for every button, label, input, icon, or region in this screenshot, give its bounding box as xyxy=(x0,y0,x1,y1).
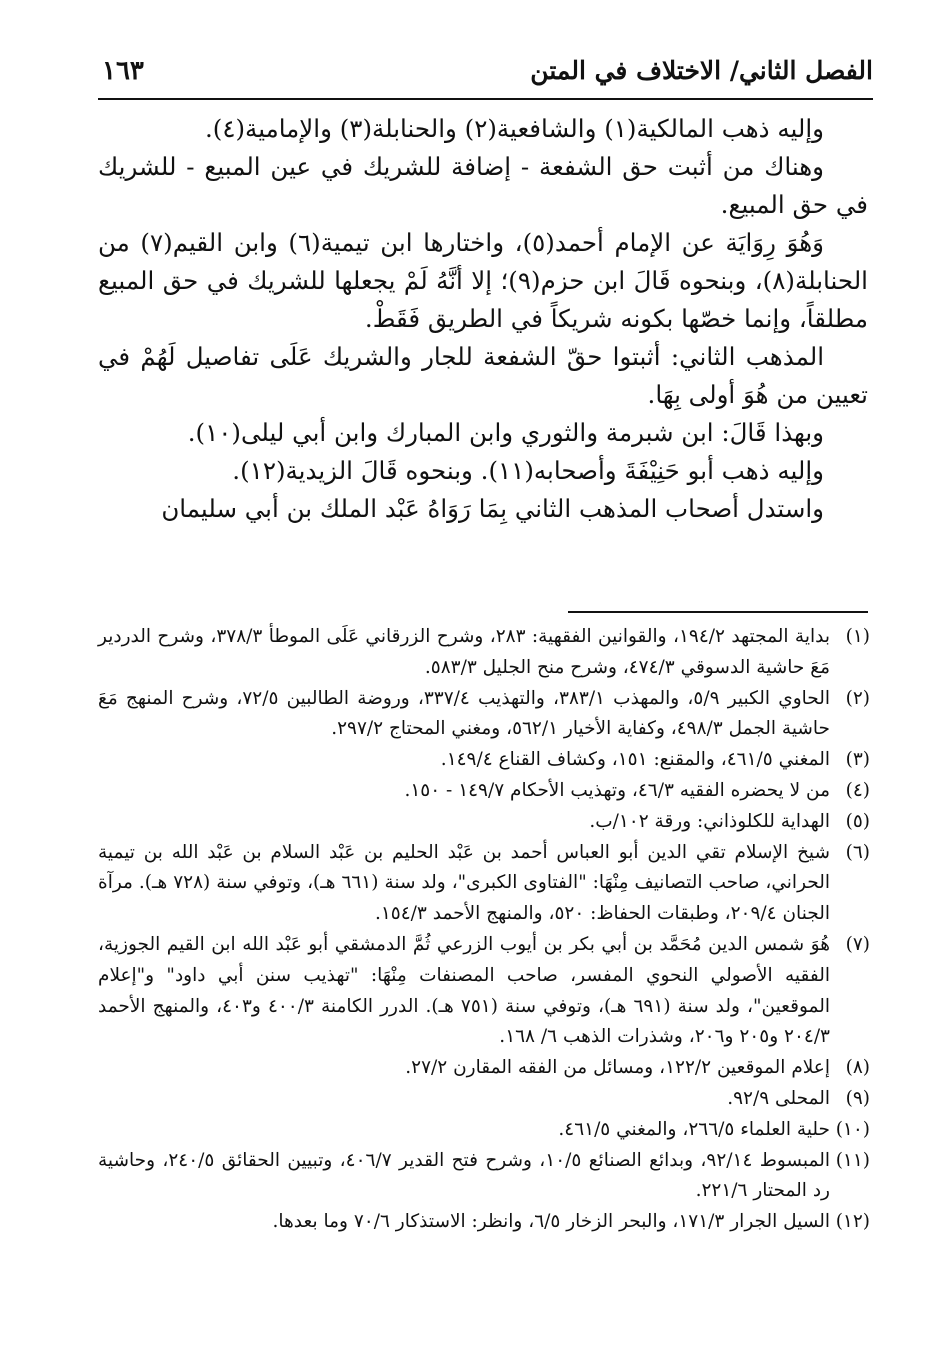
footnote-number: (٩) xyxy=(845,1087,870,1109)
footnote xyxy=(98,684,870,746)
footnote-text: بداية المجتهد ١٩٤/٢، والقوانين الفقهية: ٢٨٣، وشرح الزرقاني عَلَى الموطأ ٣٧٨/٣، وشرح الدردير مَعَ حاشية الدسوقي ٤٧٤/٣، وشرح منح الجليل ٥٨٣/٣. xyxy=(98,626,830,678)
running-header xyxy=(98,52,873,100)
footnote-text: هُوَ شمس الدين مُحَمَّد بن أبي بكر بن أيوب الزرعي ثُمَّ الدمشقي أبو عَبْد الله ابن القيم الجوزية، الفقيه الأصولي النحوي المفسر، صاحب المصنفات مِنْهَا: "تهذيب سنن أبي داود" و"إعلام الموقعين"، ولد سنة (٦٩١ هـ)، وتوفي سنة (٧٥١ هـ). الدرر الكامنة ٤٠٠/٣ و٤٠٣، والمنهج الأحمد ٢٠٤/٣ و٢٠٥ و٢٠٦، وشذرات الذهب ٦/ ١٦٨. xyxy=(98,933,830,1048)
footnote-number: (٥) xyxy=(845,810,870,832)
footnote xyxy=(98,745,870,776)
footnote xyxy=(98,622,870,684)
footnote-text: إعلام الموقعين ١٢٢/٢، ومسائل من الفقه المقارن ٢٧/٢. xyxy=(405,1057,830,1079)
footnote-separator xyxy=(568,611,868,613)
footnote-number: (٢) xyxy=(845,687,870,709)
footnote-number: (٨) xyxy=(845,1057,870,1079)
paragraph: واستدل أصحاب المذهب الثاني بِمَا رَوَاهُ عَبْد الملك بن أبي سليمان xyxy=(161,494,824,523)
paragraph: وَهُوَ رِوَايَة عن الإمام أحمد(٥)، واختارها ابن تيمية(٦) وابن القيم(٧) من الحنابلة(٨)، وبنحوه قَالَ ابن حزم(٩)؛ إلا أنَّهُ لَمْ يجعلها للشريك في حق المبيع مطلقاً، وإنما خصّها بكونه شريكاً في الطريق فَقَطْ. xyxy=(98,228,868,333)
paragraph: وبهذا قَالَ: ابن شبرمة والثوري وابن المبارك وابن أبي ليلى(١٠). xyxy=(187,418,824,447)
footnote-text: المغني ٤٦١/٥، والمقنع: ١٥١، وكشاف القناع ١٤٩/٤. xyxy=(440,749,830,771)
footnote-number: (١١) xyxy=(835,1149,870,1171)
footnote xyxy=(98,807,870,838)
footnote-text: السيل الجرار ١٧١/٣، والبحر الزخار ٦/٥، وانظر: الاستذكار ٧٠/٦ وما بعدها. xyxy=(272,1211,830,1233)
footnote-text: حلية العلماء ٢٦٦/٥، والمغني ٤٦١/٥. xyxy=(558,1118,830,1140)
paragraph: المذهب الثاني: أثبتوا حقّ الشفعة للجار والشريك عَلَى تفاصيل لَهُمْ في تعيين من هُوَ أولى بِهَا. xyxy=(98,342,868,409)
paragraph: وإليه ذهب أبو حَنِيْفَةَ وأصحابه(١١). وبنحوه قَالَ الزيدية(١٢). xyxy=(232,456,824,485)
footnote-text: المحلى ٩٢/٩. xyxy=(727,1087,830,1109)
footnote-number: (٣) xyxy=(845,749,870,771)
footnote xyxy=(98,776,870,807)
footnote xyxy=(98,1084,870,1115)
footnote xyxy=(98,930,870,1053)
footnote-number: (١٠) xyxy=(835,1118,870,1140)
footnote-number: (١) xyxy=(845,626,870,647)
paragraph: وهناك من أثبت حق الشفعة - إضافة للشريك في عين المبيع - للشريك في حق المبيع. xyxy=(98,152,868,219)
footnote-number: (٧) xyxy=(845,933,870,955)
footnote xyxy=(98,1053,870,1084)
footnote-text: الحاوي الكبير ٥/٩، والمهذب ٣٨٣/١، والتهذيب ٣٣٧/٤، وروضة الطالبين ٧٢/٥، وشرح المنهج مَعَ حاشية الجمل ٤٩٨/٣، وكفاية الأخيار ٥٦٢/١، ومغني المحتاج ٢٩٧/٢. xyxy=(98,687,831,740)
footnote-number: (٦) xyxy=(845,841,870,863)
footnote-text: من لا يحضره الفقيه ٤٦/٣، وتهذيب الأحكام ١٤٩/٧ - ١٥٠. xyxy=(404,779,830,801)
main-text xyxy=(98,110,868,528)
footnote-number: (١٢) xyxy=(835,1211,870,1233)
footnote-text: شيخ الإسلام تقي الدين أبو العباس أحمد بن عَبْد الحليم بن عَبْد السلام بن عَبْد الله بن تيمية الحراني، صاحب التصانيف مِنْهَا: "الفتاوى الكبرى"، ولد سنة (٦٦١ هـ)، وتوفي سنة (٧٢٨ هـ). مرآة الجنان ٢٠٩/٤، وطبقات الحفاظ: ٥٢٠، والمنهج الأحمد ١٥٤/٣. xyxy=(98,841,830,925)
paragraph: وإليه ذهب المالكية(١) والشافعية(٢) والحنابلة(٣) والإمامية(٤). xyxy=(204,114,824,143)
footnote xyxy=(98,1115,870,1146)
footnote-text: المبسوط ٩٢/١٤، وبدائع الصنائع ١٠/٥، وشرح فتح القدير ٤٠٦/٧، وتبيين الحقائق ٢٤٠/٥، وحاشية رد المحتار ٢٢١/٦. xyxy=(98,1149,830,1202)
footnote-number: (٤) xyxy=(845,779,870,801)
footnote-text: الهداية للكلوذاني: ورقة ١٠٢/ب. xyxy=(589,810,830,832)
chapter-title: الفصل الثاني/ الاختلاف في المتن xyxy=(530,56,873,85)
footnotes xyxy=(98,622,870,1238)
footnote xyxy=(98,1207,870,1238)
footnote xyxy=(98,1146,870,1208)
page-number: ١٦٣ xyxy=(102,56,144,86)
footnote xyxy=(98,838,870,930)
